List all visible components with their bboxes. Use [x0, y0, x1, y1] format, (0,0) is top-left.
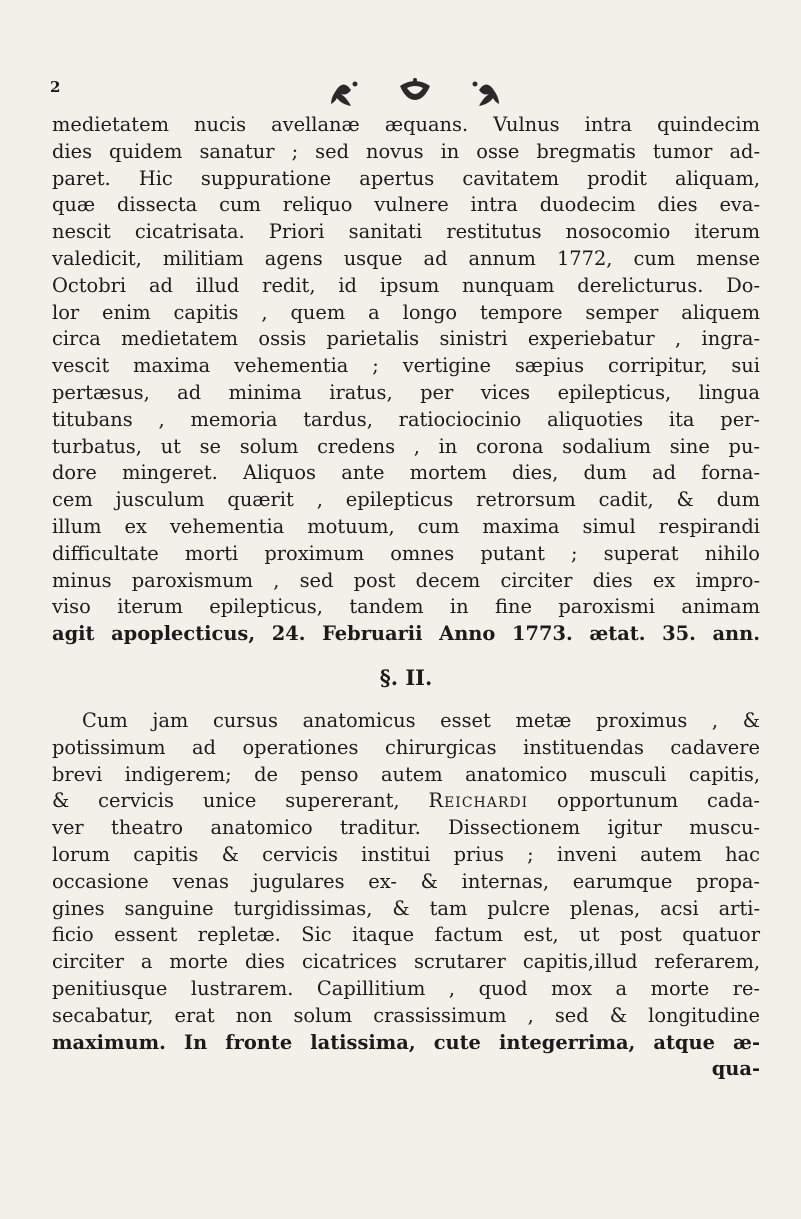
text-line: pertæsus, ad minima iratus, per vices epilepticus, lingua: [52, 380, 760, 404]
text-line: circiter a morte dies cicatrices scrutarer capitis,illud referarem,: [52, 950, 760, 974]
text-line: quæ dissecta cum reliquo vulnere intra duodecim dies eva-: [52, 193, 760, 217]
text-line: agit apoplecticus, 24. Februarii Anno 1773. ætat. 35. ann.: [52, 622, 760, 646]
text-line: maximum. In fronte latissima, cute integerrima, atque æ-: [52, 1030, 760, 1054]
page-body: [52, 112, 760, 1083]
ornament-fleurons-icon: [305, 70, 525, 110]
text-line: secabatur, erat non solum crassissimum , sed & longitudine: [52, 1003, 760, 1027]
text-line: cem jusculum quærit , epilepticus retrorsum cadit, & dum: [52, 488, 760, 512]
person-name: Reichardi: [428, 789, 529, 813]
text-line: vescit maxima vehementia ; vertigine sæpius corripitur, sui: [52, 354, 760, 378]
text-line: circa medietatem ossis parietalis sinistri experiebatur , ingra-: [52, 327, 760, 351]
text-fragment: otissimum ad operationes chirurgicas instituendas cadavere: [64, 735, 760, 759]
paragraph-2: [52, 708, 760, 1083]
text-line: dies quidem sanatur ; sed novus in osse bregmatis tumor ad-: [52, 139, 760, 163]
text-line: difficultate morti proximum omnes putant ; superat nihilo: [52, 541, 760, 565]
text-line: turbatus, ut se solum credens , in corona sodalium sine pu-: [52, 434, 760, 458]
text-line: dore mingeret. Aliquos ante mortem dies, dum ad forna-: [52, 461, 760, 485]
text-line: brevi indigerem; de penso autem anatomico musculi capitis,: [52, 762, 760, 786]
page-header: [40, 70, 760, 110]
text-line: [52, 735, 760, 762]
text-line: illum ex vehementia motuum, cum maxima simul respirandi: [52, 514, 760, 538]
text-line: gines sanguine turgidissimas, & tam pulcre plenas, acsi arti-: [52, 896, 760, 920]
drop-initial: p: [52, 735, 65, 759]
text-line: lorum capitis & cervicis institui prius ; inveni autem hac: [52, 842, 760, 866]
page-number: 2: [50, 78, 61, 96]
text-line: lor enim capitis , quem a longo tempore semper aliquem: [52, 300, 760, 324]
text-line: nescit cicatrisata. Priori sanitati restitutus nosocomio iterum: [52, 220, 760, 244]
text-line: Octobri ad illud redit, id ipsum nunquam derelicturus. Do-: [52, 273, 760, 297]
text-line: ver theatro anatomico traditur. Dissectionem igitur muscu-: [52, 816, 760, 840]
text-line: titubans , memoria tardus, ratiociocinio aliquoties ita per-: [52, 407, 760, 431]
catchword: qua-: [711, 1057, 760, 1081]
section-heading: §. II.: [379, 664, 433, 690]
paragraph-1: [52, 112, 760, 648]
text-line: penitiusque lustrarem. Capillitium , quod mox a morte re-: [52, 976, 760, 1000]
text-line: occasione venas jugulares ex- & internas, earumque propa-: [52, 869, 760, 893]
text-line: ficio essent repletæ. Sic itaque factum est, ut post quatuor: [52, 923, 760, 947]
text-line: Cum jam cursus anatomicus esset metæ proximus , &: [82, 708, 760, 732]
text-line: valedicit, militiam agens usque ad annum 1772, cum mense: [52, 246, 760, 270]
text-line: paret. Hic suppuratione apertus cavitatem prodit aliquam,: [52, 166, 760, 190]
text-line: viso iterum epilepticus, tandem in fine paroxismi animam: [52, 595, 760, 619]
text-line: medietatem nucis avellanæ æquans. Vulnus intra quindecim: [52, 113, 760, 136]
text-line: [52, 788, 760, 815]
text-line: minus paroxismum , sed post decem circiter dies ex impro-: [52, 568, 760, 592]
text-fragment: & cervicis unice supererant,: [52, 789, 429, 813]
text-fragment: opportunum cada-: [528, 789, 760, 813]
